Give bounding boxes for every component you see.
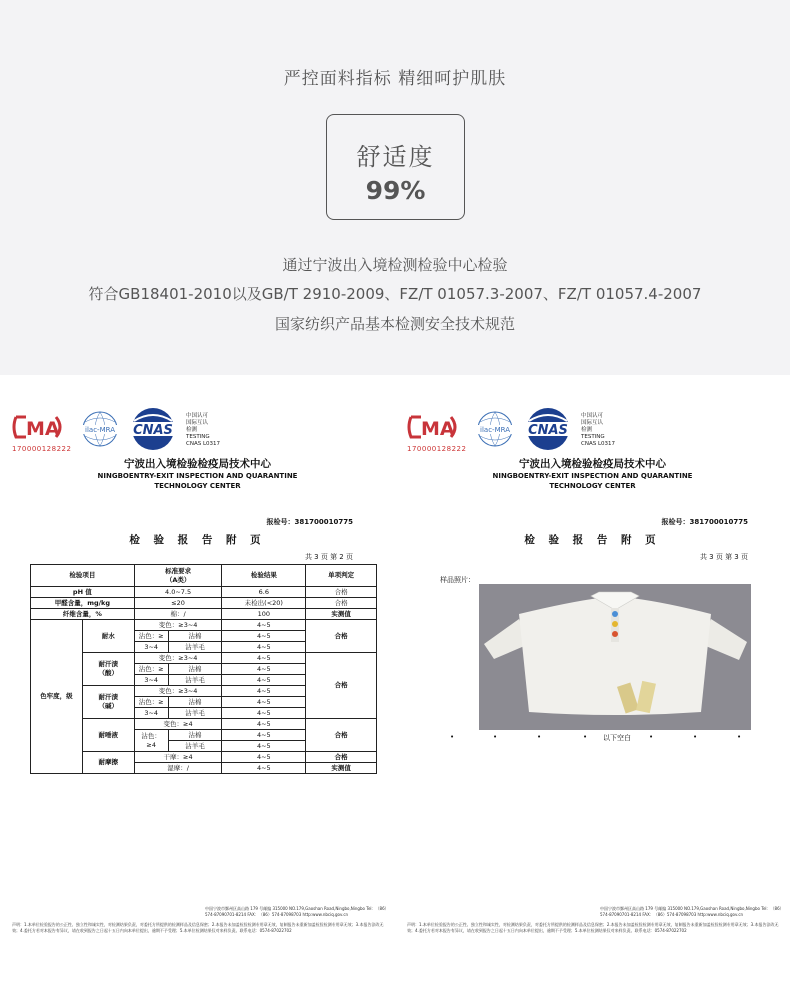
cma-mark: MA bbox=[26, 418, 60, 440]
table-row: 耐汗渍 （碱） 变色：≥3~4 4~5 bbox=[31, 686, 377, 697]
spec-line: 国家纺织产品基本检测安全技术规范 bbox=[274, 315, 515, 333]
photo-label: 样品照片： bbox=[440, 576, 475, 584]
cnas-caption: 中国认可 国际互认 检测 TESTING CNAS L0317 bbox=[581, 413, 616, 447]
inspection-line: 通过宁波出入境检测检验中心检验 bbox=[282, 256, 508, 274]
table-row: 沾色：≥ 沾棉 4~5 bbox=[31, 631, 377, 642]
center-name-en: NINGBOENTRY-EXIT INSPECTION AND QUARANTINE bbox=[492, 472, 693, 480]
cnas-logo bbox=[519, 407, 577, 451]
footer-statement: 声明：1.本单位检验报告的公正性、独立性和诚实性，对检测结果负责，对委托方所提供的检测样品及信息保密；2.本报告未加盖检验检测专用章无效，复制报告未重新加盖检验检测专用章无效；3.本报告涂改无效；4.委托方若对本报告有异议，请在收到报告之日起十五日内向本单位提出，逾期不予受理；5.本单位检测结果仅对来样负责。联系电话：0574-87022702 bbox=[12, 922, 384, 933]
ilac-text: ilac-MRA bbox=[85, 426, 115, 434]
sample-photo bbox=[479, 584, 751, 730]
table-header-row: 检验项目 标准要求 （A类） 检验结果 单项判定 bbox=[31, 565, 377, 587]
report-page-2 bbox=[0, 375, 395, 986]
table-row: 沾色：≥ 沾棉 4~5 bbox=[31, 664, 377, 675]
cma-mark: MA bbox=[421, 418, 455, 440]
table-row: 沾羊毛 4~5 bbox=[31, 741, 377, 752]
table-row: 耐摩擦 干摩：≥4 4~5 合格 bbox=[31, 752, 377, 763]
footer-statement: 声明：1.本单位检验报告的公正性、独立性和诚实性，对检测结果负责，对委托方所提供的检测样品及信息保密；2.本报告未加盖检验检测专用章无效，复制报告未重新加盖检验检测专用章无效；3.本报告涂改无效；4.委托方若对本报告有异议，请在收到报告之日起十五日内向本单位提出，逾期不予受理；5.本单位检测结果仅对来样负责。联系电话：0574-87022702 bbox=[407, 922, 779, 933]
center-name-en: NINGBOENTRY-EXIT INSPECTION AND QUARANTINE bbox=[97, 472, 298, 480]
table-row: 耐汗渍 （酸） 变色：≥3~4 4~5 合格 bbox=[31, 653, 377, 664]
page-number: 共 3 页 第 2 页 bbox=[304, 553, 353, 561]
table-row: 沾色：≥ 沾棉 4~5 bbox=[31, 697, 377, 708]
cma-logo bbox=[407, 411, 461, 443]
table-row: 3~4 沾羊毛 4~5 bbox=[31, 642, 377, 653]
comfort-section bbox=[0, 0, 790, 375]
center-name: 宁波出入境检验检疫局技术中心 bbox=[519, 458, 666, 470]
standards-line: 符合GB18401-2010以及GB/T 2910-2009、FZ/T 01057.3-2007、FZ/T 01057.4-2007 bbox=[88, 285, 702, 303]
cnas-mark: CNAS bbox=[528, 423, 568, 438]
cma-code: 170000128222 bbox=[407, 445, 467, 453]
report-number: 报检号：381700010775 bbox=[266, 518, 353, 526]
table-row: 色牢度，级 耐水 变色：≥3~4 4~5 合格 bbox=[31, 620, 377, 631]
cma-logo bbox=[12, 411, 66, 443]
comfort-value: 99% bbox=[365, 176, 426, 205]
shirt-image bbox=[479, 584, 751, 730]
comfort-label: 舒适度 bbox=[356, 143, 435, 171]
test-results-table bbox=[30, 564, 377, 774]
table-row: 3~4 沾羊毛 4~5 bbox=[31, 708, 377, 719]
table-row: 沾色：≥4 沾棉 4~5 bbox=[31, 730, 377, 741]
cnas-caption: 中国认可 国际互认 检测 TESTING CNAS L0317 bbox=[186, 413, 221, 447]
table-row: 耐唾液 变色：≥4 4~5 合格 bbox=[31, 719, 377, 730]
report-page-3 bbox=[395, 375, 790, 986]
page-number: 共 3 页 第 3 页 bbox=[699, 553, 748, 561]
ilac-mra-logo bbox=[80, 410, 120, 448]
cnas-logo bbox=[124, 407, 182, 451]
cnas-mark: CNAS bbox=[133, 423, 173, 438]
ilac-mra-logo bbox=[475, 410, 515, 448]
end-marker-row: • • • • 以下空白 • • • bbox=[450, 733, 742, 742]
cma-code: 170000128222 bbox=[12, 445, 72, 453]
comfort-badge bbox=[326, 114, 465, 220]
center-name: 宁波出入境检验检疫局技术中心 bbox=[124, 458, 271, 470]
center-name-en-2: TECHNOLOGY CENTER bbox=[549, 482, 636, 490]
footer-address: 中国宁波市鄞州区高山路 179 号邮编 315000 NO.179,Gaoshan Road,Ningbo,Ningbo Tel：（86）574-87090701-8214 FAX：（86）574-87098703 http:www.nbciq.gov.cn bbox=[600, 906, 784, 917]
table-row: 3~4 沾羊毛 4~5 bbox=[31, 675, 377, 686]
footer-address: 中国宁波市鄞州区高山路 179 号邮编 315000 NO.179,Gaoshan Road,Ningbo,Ningbo Tel：（86）574-87090701-8214 FAX：（86）574-87098703 http:www.nbciq.gov.cn bbox=[205, 906, 389, 917]
table-row: 纤维含量，% 棉：/ 100 实测值 bbox=[31, 609, 377, 620]
table-row: 甲醛含量，mg/kg ≤20 未检出(<20) 合格 bbox=[31, 598, 377, 609]
report-title: 检 验 报 告 附 页 bbox=[129, 534, 266, 546]
table-row: 湿摩：/ 4~5 实测值 bbox=[31, 763, 377, 774]
table-row: pH 值 4.0~7.5 6.6 合格 bbox=[31, 587, 377, 598]
ilac-text: ilac-MRA bbox=[480, 426, 510, 434]
report-title: 检 验 报 告 附 页 bbox=[524, 534, 661, 546]
report-number: 报检号：381700010775 bbox=[661, 518, 748, 526]
blank-note: 以下空白 bbox=[603, 734, 631, 742]
center-name-en-2: TECHNOLOGY CENTER bbox=[154, 482, 241, 490]
section-heading: 严控面料指标 精细呵护肌肤 bbox=[283, 69, 507, 89]
